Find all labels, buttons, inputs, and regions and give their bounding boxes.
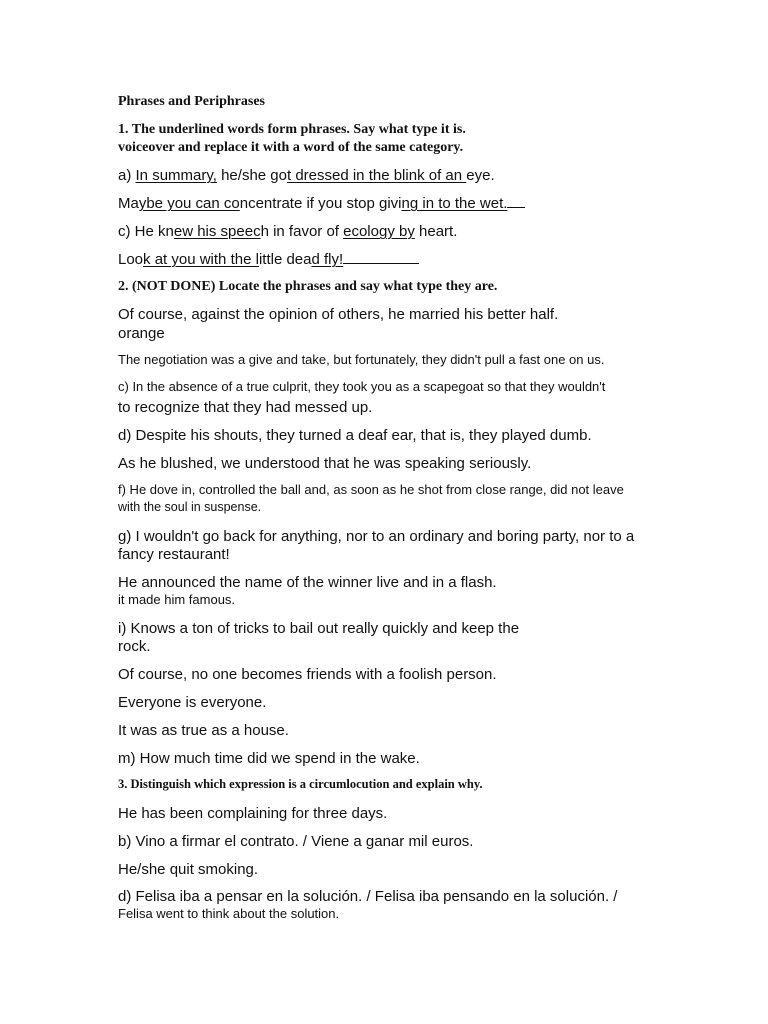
blank-line bbox=[343, 262, 419, 264]
exercise-2-line: fancy restaurant! bbox=[118, 546, 230, 563]
exercise-2-line: Of course, against the opinion of others, he married his better half. bbox=[118, 306, 559, 323]
exercise-2-line: d) Despite his shouts, they turned a deaf ear, that is, they played dumb. bbox=[118, 427, 592, 444]
exercise-2-line: m) How much time did we spend in the wake. bbox=[118, 750, 420, 767]
exercise-2-line: As he blushed, we understood that he was speaking seriously. bbox=[118, 455, 532, 472]
exercise-1b bbox=[118, 196, 525, 211]
exercise-2-line: it made him famous. bbox=[118, 592, 236, 607]
exercise-2-line: Everyone is everyone. bbox=[118, 694, 267, 711]
underlined-phrase: ybe you can co bbox=[138, 195, 240, 212]
exercise-1c-text: c) He kn bbox=[118, 223, 174, 240]
exercise-2-line: i) Knows a ton of tricks to bail out really quickly and keep the bbox=[118, 620, 520, 637]
exercise-2-line: c) In the absence of a true culprit, they took you as a scapegoat so that they wouldn't bbox=[118, 379, 606, 394]
underlined-phrase: k at you with the l bbox=[143, 251, 259, 268]
exercise-2-line: g) I wouldn't go back for anything, nor to an ordinary and boring party, nor to a bbox=[118, 528, 635, 545]
section-2-heading: 2. (NOT DONE) Locate the phrases and say what type they are. bbox=[118, 279, 498, 294]
exercise-3-line: He has been complaining for three days. bbox=[118, 805, 388, 822]
exercise-1c bbox=[118, 224, 457, 239]
underlined-phrase: d fly! bbox=[311, 251, 344, 268]
exercise-1b-text: Ma bbox=[118, 195, 139, 212]
exercise-1a bbox=[118, 168, 495, 183]
exercise-3-line: Felisa went to think about the solution. bbox=[118, 906, 340, 921]
exercise-2-line: rock. bbox=[118, 638, 151, 655]
exercise-3-line: b) Vino a firmar el contrato. / Viene a ganar mil euros. bbox=[118, 833, 474, 850]
exercise-2-line: with the soul in suspense. bbox=[118, 500, 262, 514]
exercise-2-line: The negotiation was a give and take, but fortunately, they didn't pull a fast one on us. bbox=[118, 352, 605, 367]
exercise-1c-text: h in favor of bbox=[260, 223, 344, 240]
section-3-heading: 3. Distinguish which expression is a circumlocution and explain why. bbox=[118, 777, 483, 791]
exercise-1c-tail: heart. bbox=[414, 223, 458, 240]
exercise-2-line: f) He dove in, controlled the ball and, as soon as he shot from close range, did not leave bbox=[118, 482, 624, 497]
section-1-heading-line-2: voiceover and replace it with a word of the same category. bbox=[118, 140, 464, 155]
exercise-1a-prefix: a) bbox=[118, 167, 136, 184]
underlined-phrase: t dressed in the blink of an bbox=[286, 167, 467, 184]
exercise-1d-text: Loo bbox=[118, 251, 144, 268]
exercise-1a-tail: eye. bbox=[466, 167, 495, 184]
exercise-2-line: It was as true as a house. bbox=[118, 722, 289, 739]
exercise-2-line: Of course, no one becomes friends with a foolish person. bbox=[118, 666, 497, 683]
underlined-phrase: In summary, bbox=[135, 167, 217, 184]
exercise-2-line: to recognize that they had messed up. bbox=[118, 399, 373, 416]
underlined-phrase: ew his speec bbox=[173, 223, 261, 240]
exercise-1b-text: ncentrate if you stop givi bbox=[239, 195, 402, 212]
exercise-2-line: He announced the name of the winner live and in a flash. bbox=[118, 574, 497, 591]
exercise-2-line: orange bbox=[118, 325, 165, 342]
exercise-3-line: He/she quit smoking. bbox=[118, 861, 259, 878]
blank-line bbox=[507, 206, 525, 208]
exercise-3-line: d) Felisa iba a pensar en la solución. / Felisa iba pensando en la solución. / bbox=[118, 888, 618, 905]
underlined-phrase: ecology by bbox=[343, 223, 415, 240]
underlined-phrase: ng in to the wet. bbox=[401, 195, 508, 212]
exercise-1d-text: ittle dea bbox=[258, 251, 312, 268]
section-1-heading-line-1: 1. The underlined words form phrases. Say what type it is. bbox=[118, 122, 466, 137]
exercise-1a-text: he/she go bbox=[216, 167, 287, 184]
exercise-1d bbox=[118, 252, 419, 267]
document-title: Phrases and Periphrases bbox=[118, 94, 265, 109]
